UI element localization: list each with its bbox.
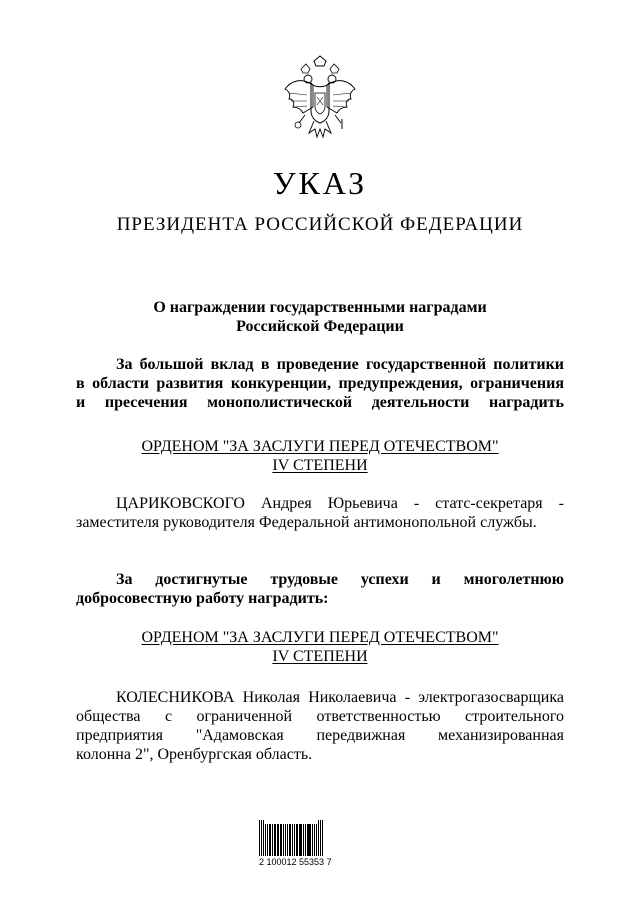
barcode-bar bbox=[289, 824, 291, 856]
barcode-bar bbox=[277, 824, 278, 856]
barcode-bar bbox=[259, 820, 260, 856]
barcode-bar bbox=[269, 824, 271, 856]
barcode-bar bbox=[287, 824, 288, 856]
barcode-number: 2 100012 55353 7 bbox=[259, 857, 332, 867]
barcode-bar bbox=[274, 824, 276, 856]
barcode-bar bbox=[318, 820, 320, 856]
barcode-bar bbox=[312, 824, 314, 856]
paragraph-line: общества с ограниченной ответственностью строительного bbox=[76, 708, 564, 725]
barcode-bar bbox=[316, 824, 317, 856]
barcode-bars bbox=[259, 820, 323, 856]
barcode-bar bbox=[308, 824, 310, 856]
barcode-bar bbox=[278, 824, 279, 856]
barcode-bar bbox=[322, 820, 323, 856]
paragraph-line: колонна 2", Оренбургская область. bbox=[76, 746, 313, 763]
barcode-bar bbox=[265, 824, 266, 856]
barcode-bar bbox=[272, 824, 273, 856]
section2-intro bbox=[76, 570, 564, 608]
section2-awardee bbox=[76, 688, 564, 764]
order-degree: IV СТЕПЕНИ bbox=[272, 648, 368, 665]
decree-subject bbox=[0, 298, 640, 336]
paragraph-line: заместителя руководителя Федеральной антимонопольной службы. bbox=[76, 514, 537, 531]
section1-awardee bbox=[76, 494, 564, 532]
barcode-bar bbox=[263, 820, 265, 856]
barcode-bar bbox=[320, 820, 321, 856]
barcode-bar bbox=[267, 824, 268, 856]
paragraph-line: За большой вклад в проведение государственной политики bbox=[116, 356, 564, 373]
subject-line: Российской Федерации bbox=[236, 318, 404, 335]
barcode-bar bbox=[261, 820, 262, 856]
barcode-bar bbox=[280, 824, 282, 856]
barcode-bar bbox=[294, 824, 295, 856]
order-degree: IV СТЕПЕНИ bbox=[272, 457, 368, 474]
paragraph-line: предприятия "Адамовская передвижная механизированная bbox=[76, 727, 564, 744]
section1-intro bbox=[76, 355, 564, 412]
paragraph-line: и пресечения монополистической деятельности наградить bbox=[76, 394, 564, 411]
barcode-bar bbox=[285, 824, 286, 856]
barcode bbox=[259, 820, 332, 867]
barcode-bar bbox=[307, 824, 308, 856]
document-title: УКАЗ bbox=[272, 165, 368, 201]
paragraph-line: добросовестную работу наградить: bbox=[76, 590, 329, 607]
document-subtitle: ПРЕЗИДЕНТА РОССИЙСКОЙ ФЕДЕРАЦИИ bbox=[116, 214, 524, 235]
barcode-bar bbox=[303, 824, 304, 856]
barcode-bar bbox=[305, 824, 306, 856]
paragraph-line: в области развития конкуренции, предупреждения, ограничения bbox=[76, 375, 564, 392]
barcode-bar bbox=[283, 824, 285, 856]
barcode-bar bbox=[300, 824, 302, 856]
paragraph-line: За достигнутые трудовые успехи и многолетнюю bbox=[116, 571, 564, 588]
barcode-bar bbox=[299, 824, 300, 856]
barcode-bar bbox=[292, 824, 293, 856]
section2-order bbox=[0, 628, 640, 666]
section1-order bbox=[0, 437, 640, 475]
russian-coat-of-arms-icon bbox=[281, 55, 359, 147]
order-name: ОРДЕНОМ "ЗА ЗАСЛУГИ ПЕРЕД ОТЕЧЕСТВОМ" bbox=[141, 438, 499, 455]
barcode-bar bbox=[296, 824, 298, 856]
subject-line: О награждении государственными наградами bbox=[153, 299, 487, 316]
barcode-bar bbox=[314, 824, 315, 856]
order-name: ОРДЕНОМ "ЗА ЗАСЛУГИ ПЕРЕД ОТЕЧЕСТВОМ" bbox=[141, 629, 499, 646]
paragraph-line: КОЛЕСНИКОВА Николая Николаевича - электрогазосварщика bbox=[116, 689, 564, 706]
paragraph-line: ЦАРИКОВСКОГО Андрея Юрьевича - статс-секретаря - bbox=[116, 495, 564, 512]
